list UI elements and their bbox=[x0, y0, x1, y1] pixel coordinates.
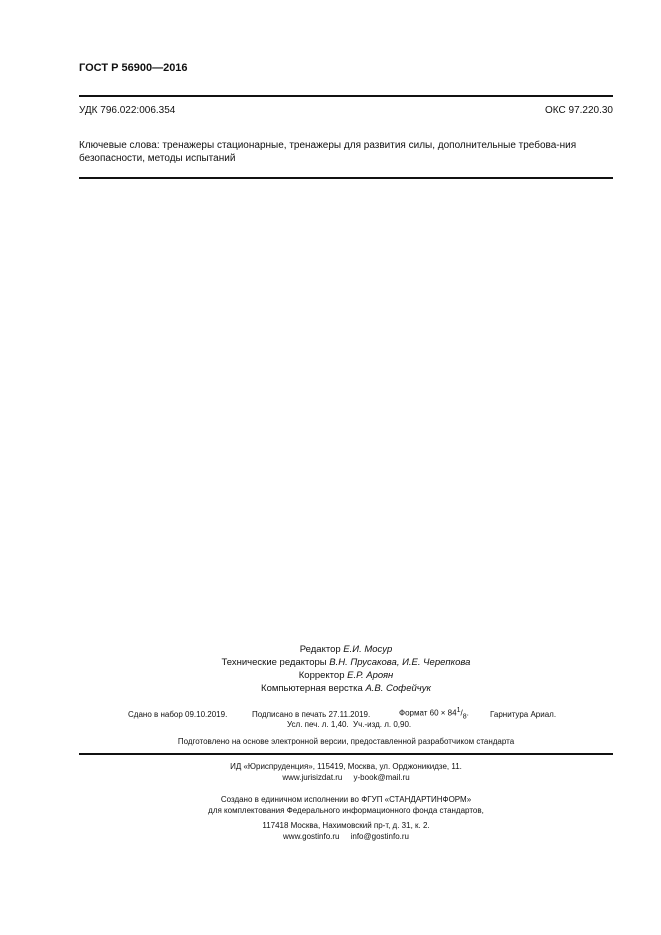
editor-line bbox=[79, 643, 613, 656]
gostinfo-site-link[interactable]: www.gostinfo.ru bbox=[283, 832, 340, 841]
editor-label: Редактор bbox=[299, 644, 341, 655]
udk-code: УДК 796.022:006.354 bbox=[79, 105, 176, 116]
tech-editors-line bbox=[79, 656, 613, 669]
keywords-divider bbox=[79, 177, 613, 179]
format-prefix: Формат 60 × 84 bbox=[399, 708, 457, 718]
credits-block bbox=[79, 643, 613, 695]
corrector-label: Корректор bbox=[298, 670, 345, 681]
created-line-1: Создано в единичном исполнении во ФГУП «СТАНДАРТИНФОРМ» bbox=[220, 795, 472, 804]
gostinfo-email-link[interactable]: info@gostinfo.ru bbox=[350, 832, 409, 841]
publisher-line: ИД «Юриспруденция», 115419, Москва, ул. Орджоникидзе, 11. bbox=[230, 762, 462, 771]
keywords-block bbox=[79, 139, 613, 165]
created-line-2: для комплектования Федерального информационного фонда стандартов, bbox=[208, 806, 484, 815]
imprint-divider bbox=[79, 753, 613, 755]
corrector-line bbox=[79, 669, 613, 682]
layout-line bbox=[79, 682, 613, 695]
signed-date: Подписано в печать 27.11.2019. bbox=[252, 710, 371, 719]
gostinfo-contacts bbox=[79, 832, 613, 841]
keywords-label: Ключевые слова: bbox=[79, 140, 160, 151]
tech-editors-names: В.Н. Прусакова, И.Е. Черепкова bbox=[329, 657, 471, 668]
print-sheets: Усл. печ. л. 1,40. bbox=[287, 720, 349, 729]
prepared-note: Подготовлено на основе электронной версии, предоставленной разработчиком стандарта bbox=[177, 737, 515, 746]
keywords-text: тренажеры стационарные, тренажеры для развития силы, дополнительные требова-ния безопасности, методы испытаний bbox=[79, 140, 577, 164]
editor-name: Е.И. Мосур bbox=[343, 644, 393, 655]
publisher-contacts bbox=[79, 773, 613, 782]
publisher-site-link[interactable]: www.jurisizdat.ru bbox=[282, 773, 343, 782]
format-numerator: 1 bbox=[456, 707, 461, 714]
submitted-date: Сдано в набор 09.10.2019. bbox=[128, 710, 228, 719]
format-denominator: 8 bbox=[462, 713, 467, 721]
oks-code: ОКС 97.220.30 bbox=[545, 105, 613, 116]
typeface-info: Гарнитура Ариал. bbox=[490, 710, 557, 719]
layout-label: Компьютерная верстка bbox=[261, 683, 363, 694]
layout-name: А.В. Софейчук bbox=[365, 683, 431, 694]
standard-code: ГОСТ Р 56900—2016 bbox=[79, 62, 188, 74]
tech-editors-label: Технические редакторы bbox=[221, 657, 327, 668]
format-info: Формат $60 \times 84^1/_8$. bbox=[399, 707, 469, 721]
corrector-name: Е.Р. Ароян bbox=[347, 670, 394, 681]
gostinfo-address: 117418 Москва, Нахимовский пр-т, д. 31, к. 2. bbox=[262, 821, 430, 830]
format-suffix: . bbox=[466, 708, 469, 718]
pub-sheets: Уч.-изд. л. 0,90. bbox=[353, 720, 412, 729]
publisher-email-link[interactable]: y-book@mail.ru bbox=[353, 773, 410, 782]
header-divider bbox=[79, 95, 613, 97]
